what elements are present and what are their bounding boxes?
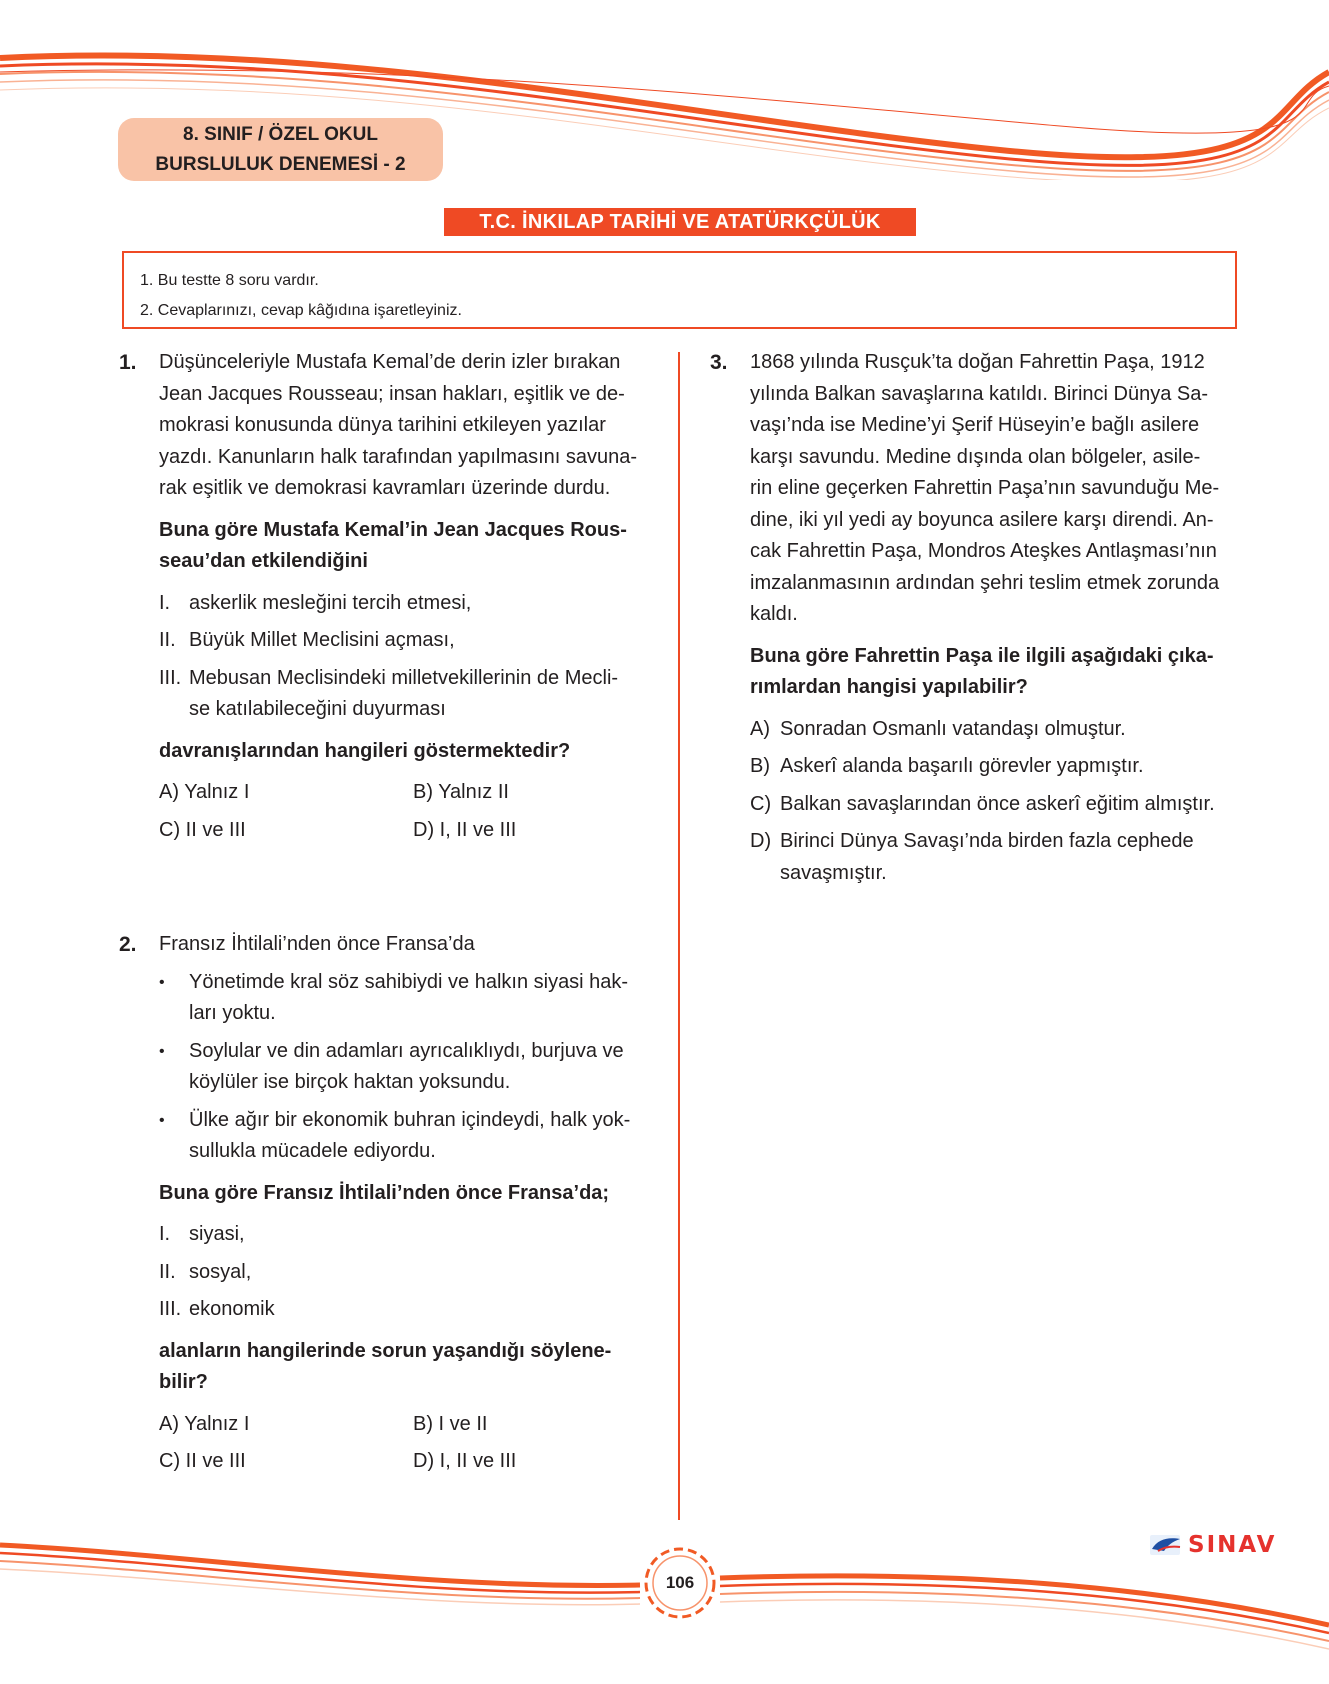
bullet-text: Yönetimde kral söz sahibiydi ve halkın siyasi hak- xyxy=(189,970,629,993)
sinav-logo xyxy=(1148,1530,1276,1560)
roman-label: I. xyxy=(159,1223,171,1245)
roman-text: siyasi, xyxy=(189,1223,245,1245)
question-3 xyxy=(710,347,1250,895)
question-prompt xyxy=(750,641,1250,704)
question-stem xyxy=(159,347,659,505)
question-ask xyxy=(159,1336,659,1399)
instruction-item: 2. Cevaplarınızı, cevap kâğıdına işaretleyiniz. xyxy=(140,302,462,319)
bullet-text-block xyxy=(189,967,659,1030)
stem-line: 1868 yılında Rusçuk’ta doğan Fahrettin Paşa, 1912 xyxy=(750,351,1205,373)
bullet-text-block xyxy=(189,1036,659,1099)
option-a[interactable] xyxy=(750,714,1250,746)
option-label: B) xyxy=(750,755,770,777)
answer-options xyxy=(159,777,659,846)
roman-item xyxy=(159,1219,659,1251)
bullet-item xyxy=(159,1105,659,1168)
roman-item xyxy=(159,588,659,620)
option-text: Birinci Dünya Savaşı’nda birden fazla cephede xyxy=(780,830,1194,852)
option-text: Balkan savaşlarından önce askerî eğitim almıştır. xyxy=(780,792,1215,815)
roman-text: se katılabileceğini duyurması xyxy=(189,698,446,720)
roman-label: III. xyxy=(159,666,182,689)
question-stem xyxy=(750,347,1250,631)
exam-title-line1: 8. SINIF / ÖZEL OKUL xyxy=(183,123,378,145)
roman-item xyxy=(159,1257,659,1289)
logo-bird-icon xyxy=(1148,1533,1184,1557)
bullet-text: Ülke ağır bir ekonomik buhran içindeydi, halk yok- xyxy=(189,1108,631,1131)
question-number: 1. xyxy=(119,351,137,374)
roman-item xyxy=(159,625,659,657)
stem-line: kaldı. xyxy=(750,603,798,625)
stem-line: Jean Jacques Rousseau; insan hakları, eşitlik ve de- xyxy=(159,382,625,405)
stem-line: mokrasi konusunda dünya tarihini etkileyen yazılar xyxy=(159,414,606,436)
roman-label: I. xyxy=(159,591,171,614)
stem-line: Düşünceleriyle Mustafa Kemal’de derin izler bırakan xyxy=(159,351,621,373)
bullet-text: köylüler ise birçok haktan yoksundu. xyxy=(189,1071,511,1093)
question-number: 3. xyxy=(710,351,728,374)
question-prompt xyxy=(159,515,659,578)
option-text: Sonradan Osmanlı vatandaşı olmuştur. xyxy=(780,717,1126,740)
option-c[interactable]: C) II ve III xyxy=(159,1450,246,1472)
prompt-line: Buna göre Mustafa Kemal’in Jean Jacques Rous- xyxy=(159,518,627,541)
exam-title-line2: BURSLULUK DENEMESİ - 2 xyxy=(155,153,406,175)
bullet-item xyxy=(159,1036,659,1099)
option-text-block xyxy=(780,826,1250,889)
option-b[interactable]: B) I ve II xyxy=(413,1412,488,1435)
option-b[interactable]: B) Yalnız II xyxy=(413,781,509,803)
roman-item xyxy=(159,1294,659,1326)
bullet-text-block xyxy=(189,1105,659,1168)
roman-text: Mebusan Meclisindeki milletvekillerinin de Mecli- xyxy=(189,666,619,689)
instructions-box xyxy=(122,251,1237,329)
stem-line: yazdı. Kanunların halk tarafından yapılmasını savuna- xyxy=(159,445,638,468)
option-d[interactable]: D) I, II ve III xyxy=(413,1450,517,1472)
bullet-mark: • xyxy=(159,1111,165,1129)
option-d[interactable]: D) I, II ve III xyxy=(413,818,517,841)
option-d[interactable] xyxy=(750,826,1250,889)
question-number: 2. xyxy=(119,933,137,956)
question-ask: davranışlarından hangileri göstermektedir? xyxy=(159,739,571,762)
option-c[interactable] xyxy=(750,789,1250,821)
roman-text: ekonomik xyxy=(189,1298,275,1320)
roman-item xyxy=(159,663,659,726)
brand-name: SINAV xyxy=(1188,1532,1277,1558)
option-c[interactable]: C) II ve III xyxy=(159,818,246,841)
instruction-item: 1. Bu testte 8 soru vardır. xyxy=(140,272,319,289)
bullet-text: Soylular ve din adamları ayrıcalıklıydı, burjuva ve xyxy=(189,1039,624,1062)
prompt-line: Buna göre Fahrettin Paşa ile ilgili aşağıdaki çıka- xyxy=(750,644,1214,667)
prompt-line: rımlardan hangisi yapılabilir? xyxy=(750,676,1028,698)
question-2 xyxy=(119,929,659,1478)
ask-line: alanların hangilerinde sorun yaşandığı söylene- xyxy=(159,1339,612,1362)
stem-line: vaşı’nda ise Medine’yi Şerif Hüseyin’e bağlı asilere xyxy=(750,414,1200,436)
option-text: savaşmıştır. xyxy=(780,861,887,884)
question-prompt: Buna göre Fransız İhtilali’nden önce Fransa’da; xyxy=(159,1181,610,1204)
stem-line: cak Fahrettin Paşa, Mondros Ateşkes Antlaşması’nın xyxy=(750,540,1217,562)
roman-text: Büyük Millet Meclisini açması, xyxy=(189,629,455,651)
option-label: D) xyxy=(750,830,772,852)
bullet-mark: • xyxy=(159,1042,165,1060)
roman-label: III. xyxy=(159,1298,182,1320)
stem-line: yılında Balkan savaşlarına katıldı. Birinci Dünya Sa- xyxy=(750,382,1208,405)
exam-title-badge xyxy=(118,118,443,181)
answer-options xyxy=(159,1409,659,1478)
ask-line: bilir? xyxy=(159,1371,208,1393)
option-a[interactable]: A) Yalnız I xyxy=(159,1412,250,1435)
option-label: C) xyxy=(750,792,772,815)
roman-text-block xyxy=(189,663,659,726)
question-1 xyxy=(119,347,659,846)
option-a[interactable]: A) Yalnız I xyxy=(159,781,250,803)
prompt-line: seau’dan etkilendiğini xyxy=(159,550,368,572)
roman-label: II. xyxy=(159,1260,176,1283)
stem-line: rin eline geçerken Fahrettin Paşa’nın savunduğu Me- xyxy=(750,477,1220,499)
page-number: 106 xyxy=(665,1573,695,1592)
column-divider xyxy=(678,352,680,1520)
option-b[interactable] xyxy=(750,751,1250,783)
bullet-text: sullukla mücadele ediyordu. xyxy=(189,1140,436,1162)
stem-line: Fransız İhtilali’nden önce Fransa’da xyxy=(159,933,475,955)
bullet-text: ları yoktu. xyxy=(189,1002,276,1024)
subject-banner: T.C. İNKILAP TARİHİ VE ATATÜRKÇÜLÜK xyxy=(444,208,916,236)
bullet-mark: • xyxy=(159,973,165,991)
stem-line: dine, iki yıl yedi ay boyunca asilere karşı direndi. An- xyxy=(750,508,1214,531)
stem-line: karşı savundu. Medine dışında olan bölgeler, asile- xyxy=(750,445,1201,468)
stem-line: imzalanmasının ardından şehri teslim etmek zorunda xyxy=(750,571,1220,594)
option-label: A) xyxy=(750,717,770,740)
bullet-item xyxy=(159,967,659,1030)
roman-text: askerlik mesleğini tercih etmesi, xyxy=(189,591,472,614)
roman-label: II. xyxy=(159,629,176,651)
option-text: Askerî alanda başarılı görevler yapmıştır. xyxy=(780,755,1144,777)
stem-line: rak eşitlik ve demokrasi kavramları üzerinde durdu. xyxy=(159,477,611,499)
roman-text: sosyal, xyxy=(189,1260,252,1283)
